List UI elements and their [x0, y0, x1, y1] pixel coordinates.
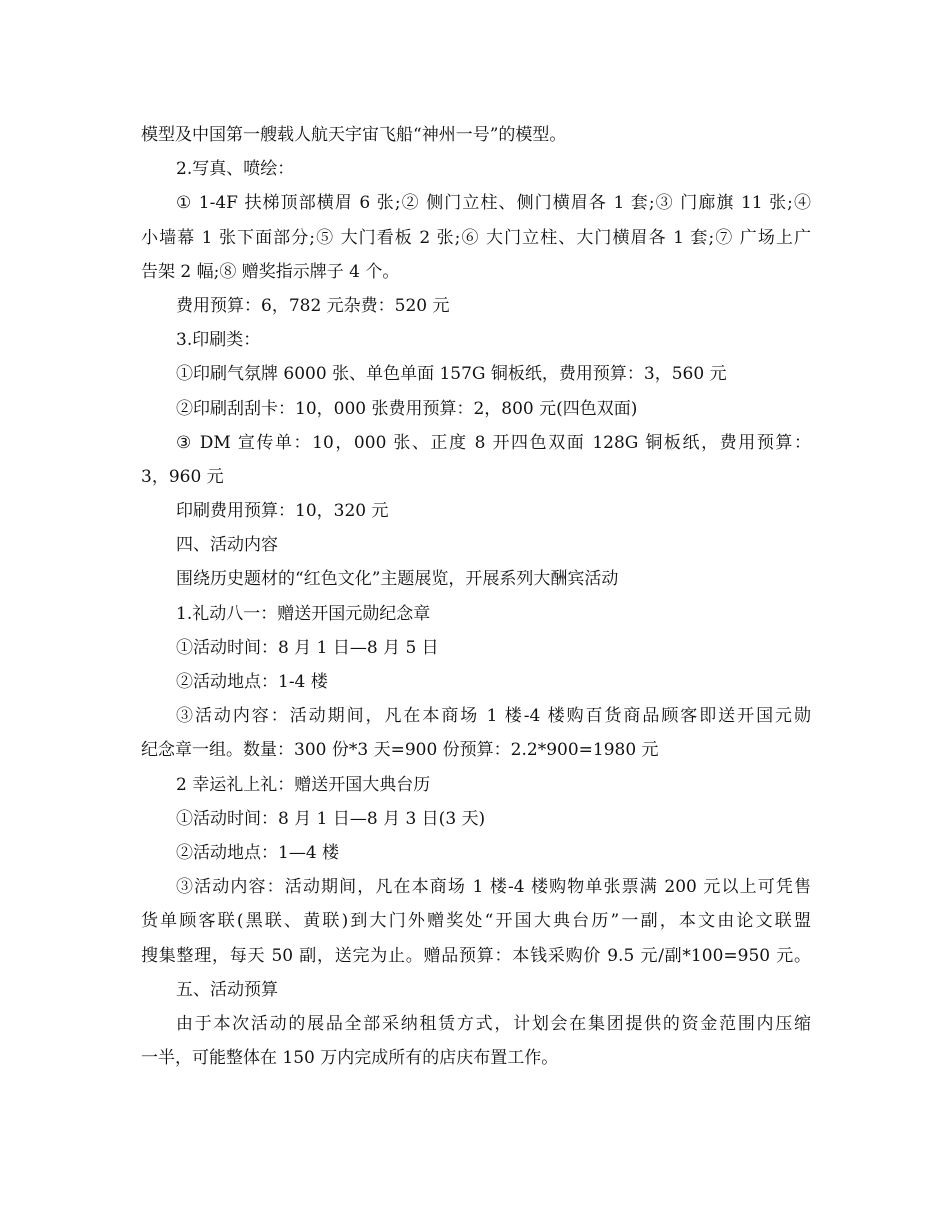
section-heading: 2 幸运礼上礼：赠送开国大典台历 — [176, 774, 431, 795]
paragraph-line: 围绕历史题材的“红色文化”主题展览，开展系列大酬宾活动 — [176, 569, 619, 590]
paragraph-line: ① 1-4F 扶梯顶部横眉 6 张;② 侧门立柱、侧门横眉各 1 套;③ 门廊旗 11 张;④ — [176, 193, 811, 214]
paragraph-line: ②活动地点：1-4 楼 — [176, 672, 328, 692]
paragraph-line: 货单顾客联(黑联、黄联)到大门外赠奖处“开国大典台历”一副，本文由论文联盟 — [141, 911, 811, 932]
paragraph-line: 搜集整理，每天 50 副，送完为止。赠品预算：本钱采购价 9.5 元/副*100=950 元。 — [141, 945, 811, 966]
paragraph-line: 模型及中国第一艘载人航天宇宙飞船“神州一号”的模型。 — [141, 125, 567, 145]
section-heading: 四、活动内容 — [176, 535, 278, 556]
paragraph-line: ①印刷气氛牌 6000 张、单色单面 157G 铜板纸，费用预算：3，560 元 — [176, 364, 727, 385]
paragraph-line: 纪念章一组。数量：300 份*3 天=900 份预算：2.2*900=1980 元 — [141, 740, 659, 761]
paragraph-line: ②印刷刮刮卡：10，000 张费用预算：2，800 元(四色双面) — [176, 398, 638, 419]
paragraph-line: 一半，可能整体在 150 万内完成所有的店庆布置工作。 — [141, 1048, 559, 1069]
paragraph-line: ③活动内容：活动期间，凡在本商场 1 楼-4 楼购百货商品顾客即送开国元勋 — [176, 706, 811, 727]
section-heading: 五、活动预算 — [176, 979, 278, 1000]
section-heading: 3.印刷类： — [176, 330, 261, 351]
section-heading: 1.礼动八一：赠送开国元勋纪念章 — [176, 603, 431, 624]
paragraph-line: ①活动时间：8 月 1 日—8 月 3 日(3 天) — [176, 808, 486, 829]
paragraph-line: 印刷费用预算：10，320 元 — [176, 501, 389, 522]
paragraph-line: 告架 2 幅;⑧ 赠奖指示牌子 4 个。 — [141, 261, 400, 282]
paragraph-line: ①活动时间：8 月 1 日—8 月 5 日 — [176, 637, 439, 658]
paragraph-line: 3，960 元 — [141, 466, 224, 487]
paragraph-line: 由于本次活动的展品全部采纳租赁方式，计划会在集团提供的资金范围内压缩 — [176, 1013, 811, 1034]
paragraph-line: ③ DM 宣传单：10，000 张、正度 8 开四色双面 128G 铜板纸，费用预算： — [176, 432, 811, 453]
document-body — [141, 118, 811, 1075]
paragraph-line: 费用预算：6，782 元杂费：520 元 — [176, 295, 450, 316]
paragraph-line: 小墙幕 1 张下面部分;⑤ 大门看板 2 张;⑥ 大门立柱、大门横眉各 1 套;⑦ 广场上广 — [141, 227, 811, 248]
paragraph-line: ②活动地点：1—4 楼 — [176, 842, 340, 863]
section-heading: 2.写真、喷绘： — [176, 159, 295, 180]
paragraph-line: ③活动内容：活动期间，凡在本商场 1 楼-4 楼购物单张票满 200 元以上可凭售 — [176, 877, 811, 898]
